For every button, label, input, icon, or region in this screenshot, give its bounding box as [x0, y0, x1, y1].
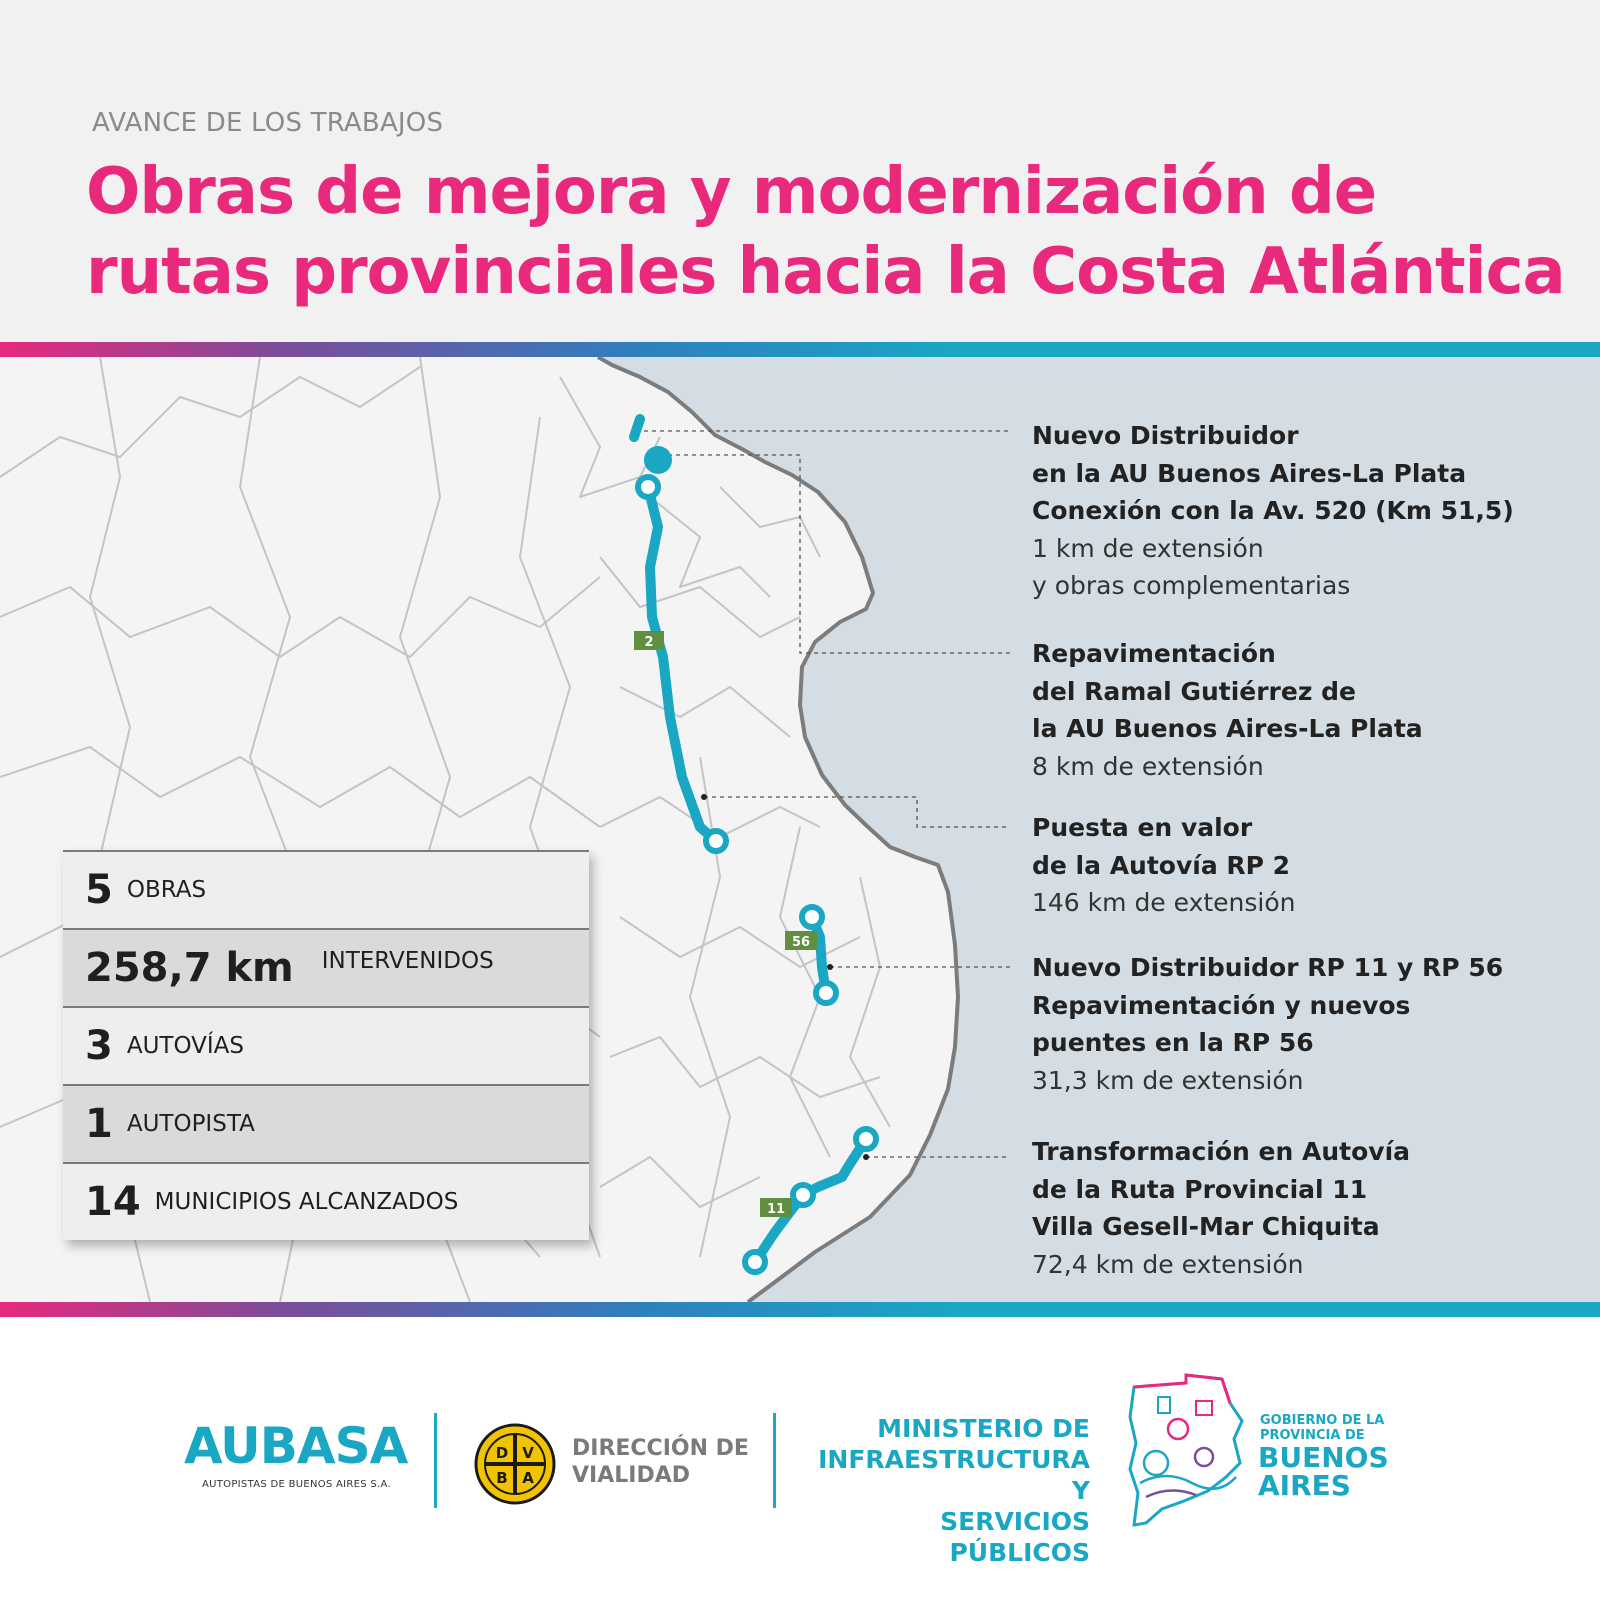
project-title-line: Transformación en Autovía [1032, 1137, 1411, 1166]
vialidad-text [572, 1435, 749, 1489]
distribuidor-520-marker [644, 446, 672, 474]
route-badge-2 [634, 631, 664, 650]
provincia-map-emblem-icon [1126, 1373, 1246, 1533]
project-rp11-rp56 [1032, 949, 1503, 1099]
stats-row-km [63, 928, 589, 1006]
gobierno-line: BUENOS [1258, 1441, 1389, 1474]
route-au-segment [634, 419, 640, 437]
stat-label: OBRAS [126, 877, 207, 903]
project-title-line: Repavimentación [1032, 639, 1276, 668]
stat-number: 5 [85, 867, 113, 913]
header [0, 0, 1600, 342]
stats-row-obras [63, 850, 589, 928]
stat-label: AUTOVÍAS [126, 1033, 245, 1059]
stats-row-autopista [63, 1084, 589, 1162]
stat-label: INTERVENIDOS [321, 948, 494, 974]
project-title-line: Conexión con la Av. 520 (Km 51,5) [1032, 496, 1514, 525]
gobierno-line: AIRES [1258, 1469, 1351, 1502]
project-distribuidor-520 [1032, 417, 1514, 605]
route-badge-11 [760, 1198, 792, 1217]
gobierno-line: PROVINCIA DE [1260, 1428, 1365, 1443]
stats-table [63, 850, 589, 1240]
vialidad-line: VIALIDAD [572, 1463, 690, 1488]
project-detail: y obras complementarias [1032, 571, 1351, 600]
gradient-band-bottom [0, 1302, 1600, 1317]
stat-label: AUTOPISTA [126, 1111, 255, 1137]
project-title-line: del Ramal Gutiérrez de [1032, 676, 1356, 706]
vialidad-line: DIRECCIÓN DE [572, 1436, 749, 1461]
ministerio-line: SERVICIOS PÚBLICOS [940, 1507, 1090, 1567]
project-title-line: la AU Buenos Aires-La Plata [1032, 714, 1423, 743]
footer-logos [0, 1317, 1600, 1600]
stat-number: 3 [85, 1023, 113, 1069]
aubasa-subtitle: AUTOPISTAS DE BUENOS AIRES S.A. [202, 1479, 391, 1490]
svg-text:2: 2 [644, 635, 654, 650]
svg-text:B: B [496, 1469, 508, 1487]
project-title-line: Repavimentación y nuevos [1032, 990, 1411, 1020]
ministerio-text [800, 1413, 1090, 1568]
project-rp11-autovia [1032, 1133, 1410, 1283]
route-badge-56 [785, 931, 817, 950]
gobierno-small-text [1260, 1413, 1384, 1443]
gobierno-large-text [1258, 1441, 1389, 1502]
svg-text:V: V [522, 1444, 534, 1462]
page-title: Obras de mejora y modernización de rutas provinciales hacia la Costa Atlántica [86, 155, 1565, 309]
gradient-band-top [0, 342, 1600, 357]
project-title-line: Nuevo Distribuidor [1032, 421, 1299, 450]
stats-row-municipios [63, 1162, 589, 1240]
svg-text:D: D [495, 1444, 509, 1462]
divider [434, 1413, 437, 1508]
stat-number: 1 [85, 1101, 113, 1147]
stats-row-autovias [63, 1006, 589, 1084]
project-title-line: Nuevo Distribuidor RP 11 y RP 56 [1032, 953, 1504, 982]
dvba-seal-icon [474, 1423, 556, 1505]
project-title-line: de la Ruta Provincial 11 [1032, 1174, 1368, 1204]
ministerio-line: MINISTERIO DE [877, 1414, 1090, 1443]
project-detail: 31,3 km de extensión [1032, 1065, 1304, 1095]
project-title-line: Villa Gesell-Mar Chiquita [1032, 1212, 1380, 1241]
project-detail: 1 km de extensión [1032, 533, 1264, 563]
project-title-line: puentes en la RP 56 [1032, 1028, 1314, 1057]
svg-text:A: A [522, 1469, 534, 1487]
kicker: AVANCE DE LOS TRABAJOS [92, 108, 444, 138]
stat-number: 14 [85, 1179, 141, 1225]
project-title-line: Puesta en valor [1032, 813, 1253, 842]
divider [773, 1413, 776, 1508]
project-title-line: de la Autovía RP 2 [1032, 850, 1291, 880]
stat-number: 258,7 km [85, 945, 294, 991]
svg-text:56: 56 [791, 935, 811, 950]
project-ramal-gutierrez [1032, 635, 1423, 785]
aubasa-logo: AUBASA [184, 1417, 408, 1475]
ministerio-line: INFRAESTRUCTURA Y [818, 1445, 1090, 1505]
svg-text:11: 11 [766, 1202, 786, 1217]
project-detail: 72,4 km de extensión [1032, 1249, 1304, 1279]
project-detail: 146 km de extensión [1032, 888, 1296, 917]
project-detail: 8 km de extensión [1032, 751, 1264, 781]
stat-label: MUNICIPIOS ALCANZADOS [154, 1189, 459, 1215]
project-autovia-rp2 [1032, 809, 1296, 922]
gobierno-line: GOBIERNO DE LA [1260, 1413, 1385, 1428]
project-title-line: en la AU Buenos Aires-La Plata [1032, 458, 1467, 488]
